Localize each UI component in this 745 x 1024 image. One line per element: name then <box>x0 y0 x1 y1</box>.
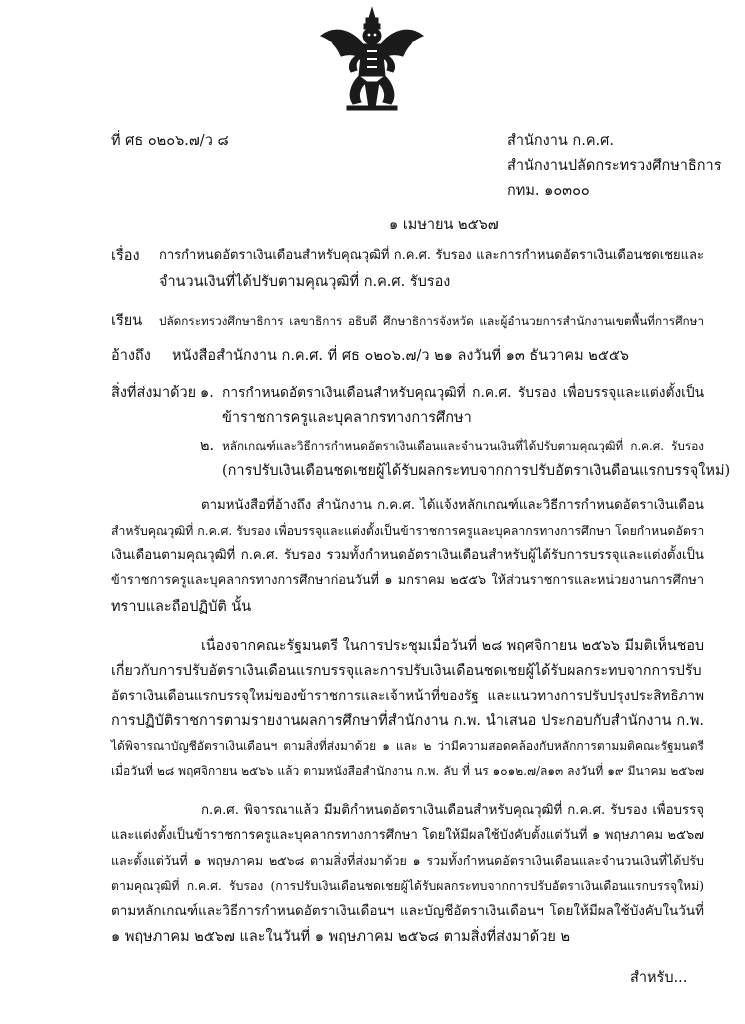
enclosure-2-line-1: หลักเกณฑ์และวิธีการกำหนดอัตราเงินเดือนและจำนวนเงินที่ได้ปรับตามคุณวุฒิที่ ก.ค.ศ. รับรอง <box>222 439 704 453</box>
document-number: ที่ ศธ ๐๒๐๖.๗/ว ๘ <box>111 133 229 149</box>
paragraph-2-line-6: เมื่อวันที่ ๒๘ พฤศจิกายน ๒๕๖๖ แล้ว ตามหนังสือสำนักงาน ก.พ. ลับ ที่ นร ๑๐๑๒.๗/ล๑๓ ลงวันที่ ๑๙ มีนาคม ๒๕๖๗ <box>111 764 704 778</box>
salutation-text: ปลัดกระทรวงศึกษาธิการ เลขาธิการ อธิบดี ศึกษาธิการจังหวัด และผู้อำนวยการสำนักงานเขตพื้นที่การศึกษา <box>159 314 704 328</box>
paragraph-2-line-5: ได้พิจารณาบัญชีอัตราเงินเดือนฯ ตามสิ่งที่ส่งมาด้วย ๑ และ ๒ ว่ามีความสอดคล้องกับหลักการตามมติคณะรัฐมนตรี <box>111 739 704 753</box>
subject-line-2: จำนวนเงินที่ได้ปรับตามคุณวุฒิที่ ก.ค.ศ. รับรอง <box>159 274 451 290</box>
enclosures-label: สิ่งที่ส่งมาด้วย <box>111 385 197 401</box>
subject-line-1: การกำหนดอัตราเงินเดือนสำหรับคุณวุฒิที่ ก.ค.ศ. รับรอง และการกำหนดอัตราเงินเดือนชดเชยและ <box>159 248 704 263</box>
continuation-marker: สำหรับ... <box>630 970 688 986</box>
enclosure-2-number: ๒. <box>200 438 215 454</box>
paragraph-2-line-4: การปฏิบัติราชการตามรายงานผลการศึกษาที่สำนักงาน ก.พ. นำเสนอ ประกอบกับสำนักงาน ก.พ. <box>111 713 704 729</box>
salutation-label: เรียน <box>111 313 143 329</box>
reference-text: หนังสือสำนักงาน ก.ค.ศ. ที่ ศธ ๐๒๐๖.๗/ว ๒๑ ลงวันที่ ๑๓ ธันวาคม ๒๕๕๖ <box>172 348 630 364</box>
paragraph-1-line-5: ทราบและถือปฏิบัติ นั้น <box>111 599 252 615</box>
paragraph-1-line-1: ตามหนังสือที่อ้างถึง สำนักงาน ก.ค.ศ. ได้แจ้งหลักเกณฑ์และวิธีการกำหนดอัตราเงินเดือน <box>201 498 704 513</box>
paragraph-1-line-4: ข้าราชการครูและบุคลากรทางการศึกษาก่อนวันที่ ๑ มกราคม ๒๕๕๖ ให้ส่วนราชการและหน่วยงานการศึกษา <box>111 573 704 588</box>
enclosure-1-line-1: การกำหนดอัตราเงินเดือนสำหรับคุณวุฒิที่ ก.ค.ศ. รับรอง เพื่อบรรจุและแต่งตั้งเป็น <box>222 385 704 401</box>
enclosure-1-line-2: ข้าราชการครูและบุคลากรทางการศึกษา <box>222 410 472 426</box>
garuda-emblem <box>317 6 427 116</box>
paragraph-2-line-1: เนื่องจากคณะรัฐมนตรี ในการประชุมเมื่อวันที่ ๒๘ พฤศจิกายน ๒๕๖๖ มีมติเห็นชอบ <box>201 638 704 654</box>
enclosure-2-line-2: (การปรับเงินเดือนชดเชยผู้ได้รับผลกระทบจากการปรับอัตราเงินดือนแรกบรรจุใหม่) <box>222 463 731 479</box>
office-line-1: สำนักงาน ก.ค.ศ. <box>507 133 614 149</box>
paragraph-1-line-2: สำหรับคุณวุฒิที่ ก.ค.ศ. รับรอง เพื่อบรรจุและแต่งตั้งเป็นข้าราชการครูและบุคลากรทางการศึกษา โดยกำหนดอัตรา <box>111 524 705 538</box>
paragraph-3-line-3: และตั้งแต่วันที่ ๑ พฤษภาคม ๒๕๖๘ ตามสิ่งที่ส่งมาด้วย ๑ รวมทั้งกำหนดอัตราเงินเดือนและจำนวนเงินที่ได้ปรับ <box>111 853 704 868</box>
paragraph-3-line-4: ตามคุณวุฒิที่ ก.ค.ศ. รับรอง (การปรับเงินเดือนชดเชยผู้ได้รับผลกระทบจากการปรับอัตราเงินเดือนแรกบรรจุใหม่) <box>111 879 704 893</box>
document-date: ๑ เมษายน ๒๕๖๗ <box>389 217 499 233</box>
office-line-3: กทม. ๑๐๓๐๐ <box>507 183 590 199</box>
enclosure-1-number: ๑. <box>200 385 214 401</box>
paragraph-1-line-3: เงินเดือนตามคุณวุฒิที่ ก.ค.ศ. รับรอง รวมทั้งกำหนดอัตราเงินเดือนสำหรับผู้ได้รับการบรรจุและแต่งตั้งเป็น <box>111 548 704 563</box>
reference-label: อ้างถึง <box>111 348 151 364</box>
paragraph-3-line-1: ก.ค.ศ. พิจารณาแล้ว มีมติกำหนดอัตราเงินเดือนสำหรับคุณวุฒิที่ ก.ค.ศ. รับรอง เพื่อบรรจุ <box>201 803 704 818</box>
paragraph-3-line-5: ตามหลักเกณฑ์และวิธีการกำหนดอัตราเงินเดือนฯ และบัญชีอัตราเงินเดือนฯ โดยให้มีผลใช้บังคับในวันที่ <box>111 903 704 919</box>
office-line-2: สำนักงานปลัดกระทรวงศึกษาธิการ <box>507 158 722 174</box>
paragraph-3-line-6: ๑ พฤษภาคม ๒๕๖๗ และในวันที่ ๑ พฤษภาคม ๒๕๖๘ ตามสิ่งที่ส่งมาด้วย ๒ <box>111 929 571 945</box>
paragraph-3-line-2: และแต่งตั้งเป็นข้าราชการครูและบุคลากรทางการศึกษา โดยให้มีผลใช้บังคับตั้งแต่วันที่ ๑ พฤษภาคม ๒๕๖๗ <box>111 828 704 843</box>
subject-label: เรื่อง <box>111 248 140 264</box>
paragraph-2-line-3: อัตราเงินเดือนแรกบรรจุใหม่ของข้าราชการและเจ้าหน้าที่ของรัฐ และแนวทางการปรับปรุงประสิทธิภาพ <box>111 688 704 704</box>
paragraph-2-line-2: เกี่ยวกับการปรับอัตราเงินเดือนแรกบรรจุและการปรับเงินเดือนชดเชยผู้ได้รับผลกระทบจากการปรับ <box>111 663 702 679</box>
